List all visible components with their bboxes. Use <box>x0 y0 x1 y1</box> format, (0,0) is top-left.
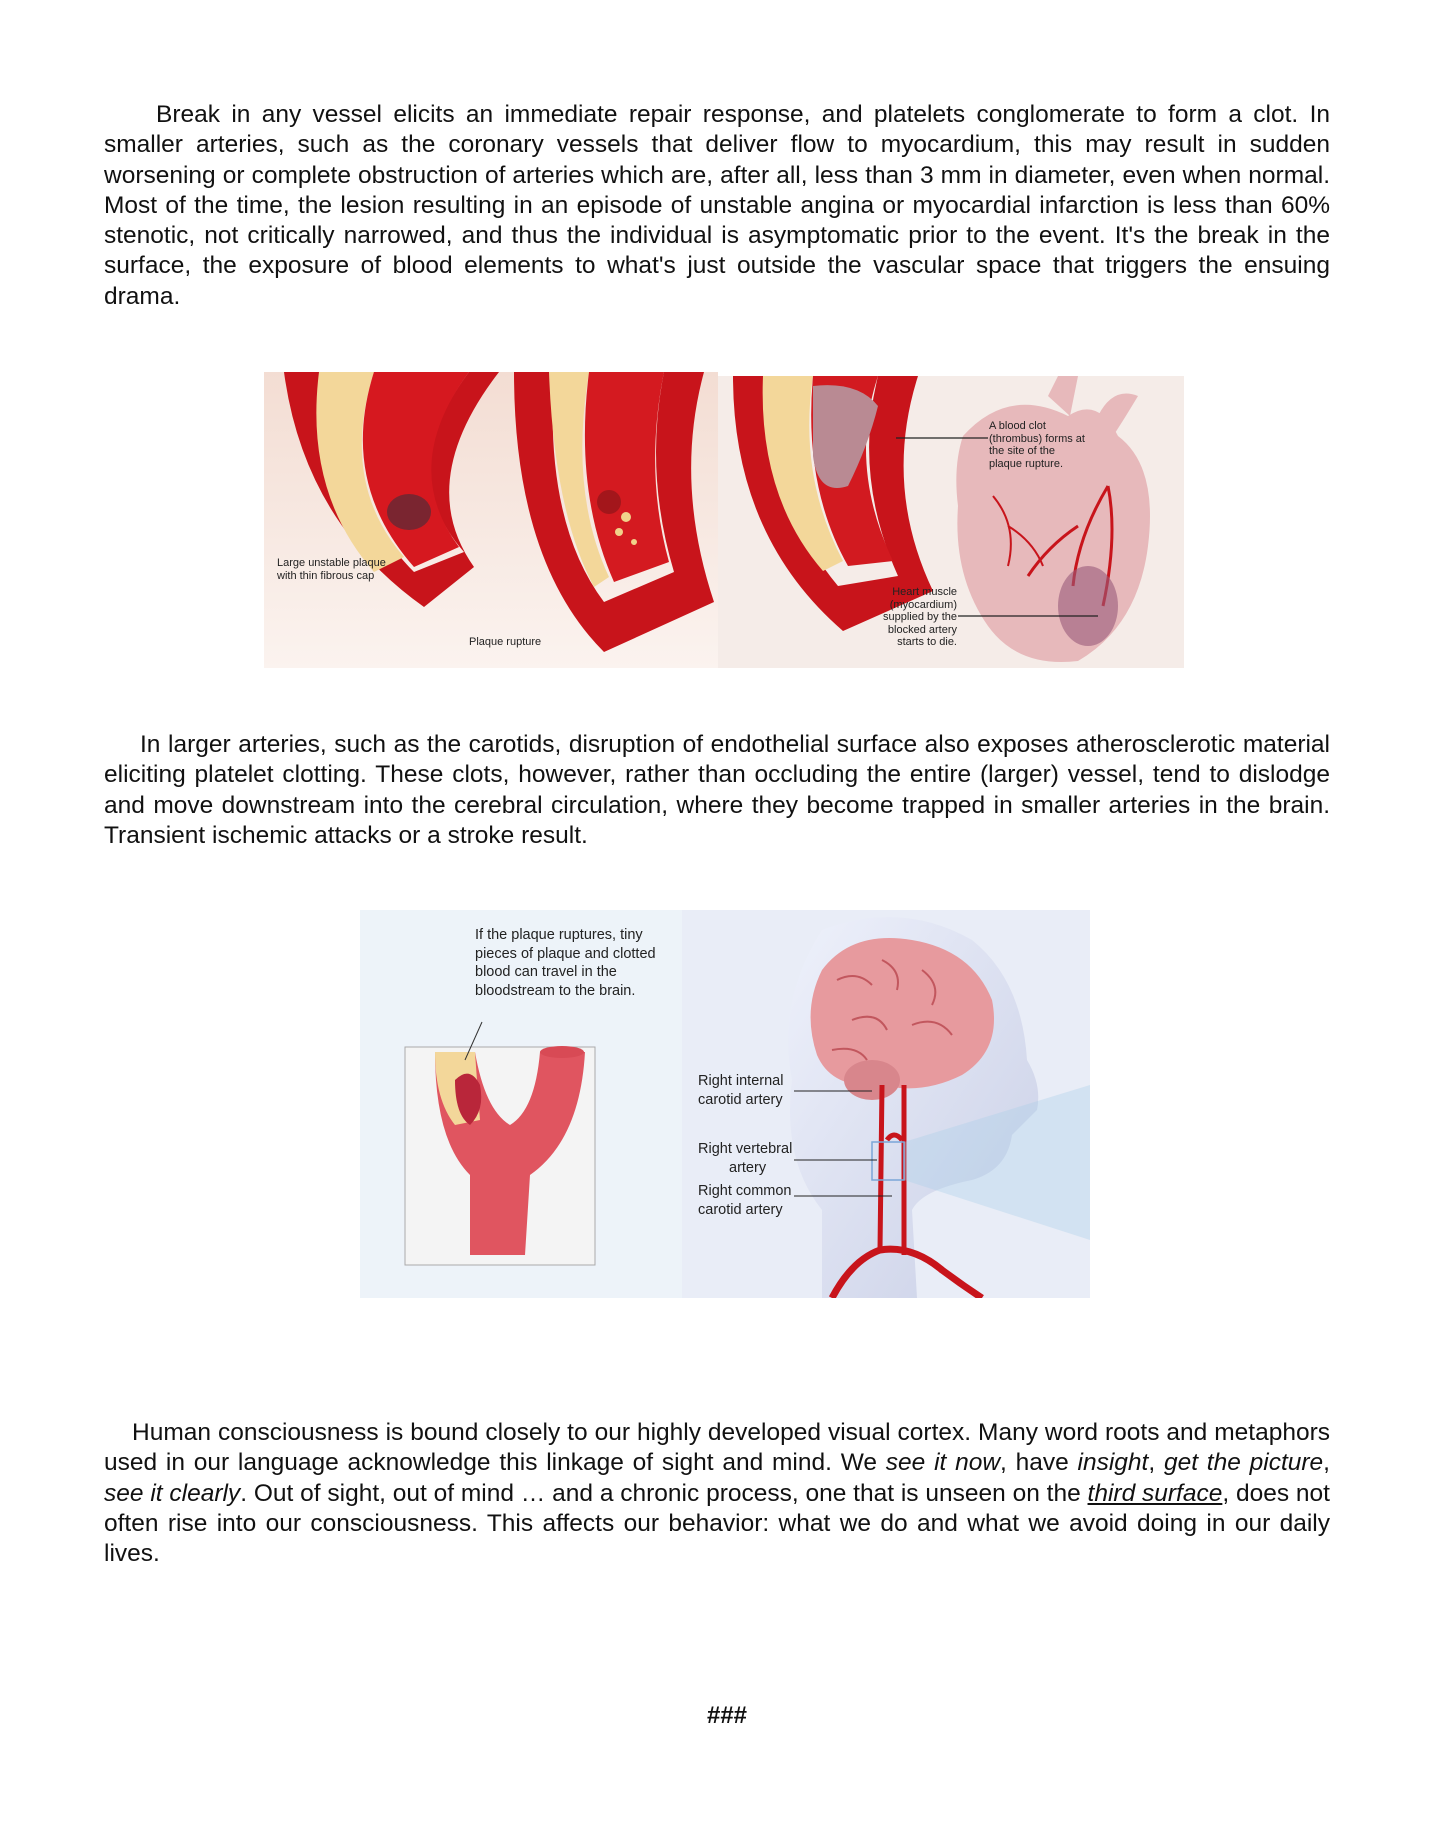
end-marker: ### <box>706 1702 748 1729</box>
paragraph-3-text-3: , <box>1148 1449 1164 1477</box>
label-plaque-rupture: Plaque rupture <box>469 636 542 648</box>
paragraph-2-text: In larger arteries, such as the carotids, disruption of endothelial surface also exposes atherosclerotic material eliciting platelet clotting. These clots, however, rather than occluding the entire (larger) vessel, tend to dislodge and move downstream into the cerebral circulation, where they become trapped in smaller arteries in the brain. Transient ischemic attacks or a stroke result. <box>104 731 1330 849</box>
label-blood-clot: A blood clot (thrombus) forms at the site of the plaque rupture. <box>989 420 1085 470</box>
label-heart-muscle: Heart muscle (myocardium) supplied by the blocked artery starts to die. <box>883 586 957 648</box>
link-third-surface[interactable]: third surface <box>1087 1479 1223 1507</box>
heart-attack-figure <box>718 376 1184 668</box>
label-internal-carotid-line-1: Right internal <box>698 1073 784 1089</box>
label-common-carotid-line-1: Right common <box>698 1183 792 1199</box>
label-common-carotid <box>698 1182 791 1219</box>
italic-insight: insight <box>1077 1449 1149 1477</box>
paragraph-1-text: Break in any vessel elicits an immediate repair response, and platelets conglomerate to form a clot. In smaller arteries, such as the coronary vessels that deliver flow to myocardium, this may result in sudden worsening or complete obstruction of arteries which are, after all, less than 3 mm in diameter, even when normal. Most of the time, the lesion resulting in an episode of unstable angina or myocardial infarction is less than 60% stenotic, not critically narrowed, and thus the individual is asymptomatic prior to the event. It's the break in the surface, the exposure of blood elements to what's just outside the vascular space that triggers the ensuing drama. <box>104 101 1330 310</box>
label-internal-carotid <box>698 1072 783 1109</box>
label-vertebral-line-2: artery <box>729 1159 767 1176</box>
carotid-plaque-figure <box>360 910 682 1298</box>
paragraph-3-text-4: , <box>1323 1449 1330 1477</box>
artery-cross-section-illustration <box>264 372 718 668</box>
label-plaque-ruptures: If the plaque ruptures, tiny pieces of plaque and clotted blood can travel in the bloodstream to the brain. <box>475 927 656 999</box>
label-common-carotid-line-2: carotid artery <box>698 1201 783 1218</box>
label-unstable-plaque: Large unstable plaque with thin fibrous cap <box>277 557 386 582</box>
italic-see-it-clearly: see it clearly <box>104 1479 241 1507</box>
italic-see-it-now: see it now <box>885 1449 1001 1477</box>
paragraph-2 <box>104 730 1330 851</box>
paragraph-3-text-6: , does not often rise into our consciousness. This affects our behavior: what we do and what we avoid doing in our daily lives. <box>104 1479 1330 1568</box>
paragraph-1 <box>104 100 1330 312</box>
paragraph-3-text-2: , have <box>1000 1449 1078 1477</box>
paragraph-3-text-5: . Out of sight, out of mind … and a chronic process, one that is unseen on the <box>240 1479 1088 1507</box>
label-internal-carotid-line-2: carotid artery <box>698 1091 783 1108</box>
paragraph-3-text-1: Human consciousness is bound closely to our highly developed visual cortex. Many word roots and metaphors used in our language acknowledge this linkage of sight and mind. We <box>104 1419 1330 1477</box>
italic-get-the-picture: get the picture <box>1163 1449 1324 1477</box>
label-vertebral <box>698 1140 792 1177</box>
paragraph-3 <box>104 1418 1330 1569</box>
brain-arteries-figure <box>682 910 1090 1298</box>
plaque-rupture-figure <box>264 372 718 668</box>
label-vertebral-line-1: Right vertebral <box>698 1141 793 1157</box>
